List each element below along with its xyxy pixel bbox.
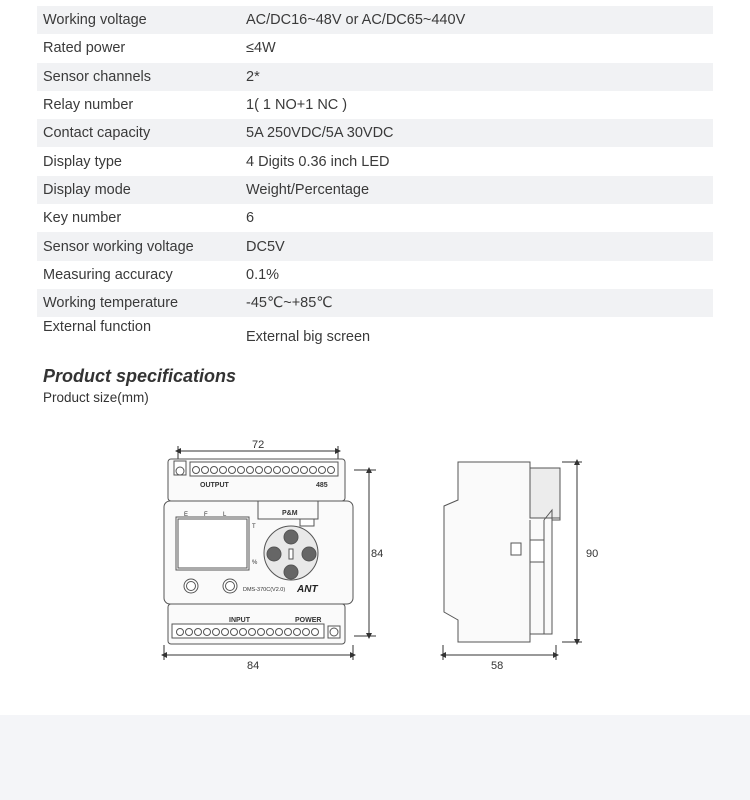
spec-label: Display mode xyxy=(43,181,131,198)
spec-value: 0.1% xyxy=(246,266,280,283)
front-view xyxy=(164,446,376,660)
spec-row-relay-number xyxy=(37,91,713,119)
spec-row-sensor-working-voltage xyxy=(37,232,713,260)
spec-label: Working temperature xyxy=(43,295,179,312)
spec-value: External big screen xyxy=(246,329,371,346)
spec-label: Key number xyxy=(43,210,122,227)
section-subtitle: Product size(mm) xyxy=(43,390,149,405)
section-title: Product specifications xyxy=(43,366,237,386)
spec-value: Weight/Percentage xyxy=(246,181,370,198)
spec-value: 6 xyxy=(246,210,255,227)
spec-label: Sensor channels xyxy=(43,68,152,85)
t-mark: T xyxy=(252,524,256,530)
spec-value: DC5V xyxy=(246,238,285,255)
spec-value: AC/DC16~48V or AC/DC65~440V xyxy=(246,12,466,29)
spec-row-sensor-channels xyxy=(37,63,713,91)
dim-height: 84 xyxy=(371,548,384,560)
dim-top-width: 72 xyxy=(252,439,265,451)
spec-label: Contact capacity xyxy=(43,125,151,142)
spec-label: Measuring accuracy xyxy=(43,266,173,283)
spec-label: Relay number xyxy=(43,97,134,114)
spec-value: 1( 1 NO+1 NC ) xyxy=(246,97,348,114)
spec-row-measuring-accuracy xyxy=(37,261,713,289)
spec-row-external-function xyxy=(37,317,713,345)
pct-mark: % xyxy=(252,560,258,566)
led-l-label: L xyxy=(223,512,227,518)
spec-row-key-number xyxy=(37,204,713,232)
dim-side-depth: 58 xyxy=(491,660,504,672)
input-label: INPUT xyxy=(229,617,250,624)
footer-band xyxy=(0,715,750,800)
spec-value: 4 Digits 0.36 inch LED xyxy=(246,153,390,170)
spec-label: External function xyxy=(43,319,152,336)
spec-row-rated-power xyxy=(37,34,713,62)
spec-row-working-voltage xyxy=(37,6,713,34)
spec-label: Sensor working voltage xyxy=(43,238,194,255)
led-e-label: E xyxy=(184,512,189,518)
spec-label: Display type xyxy=(43,153,122,170)
spec-value: -45℃~+85℃ xyxy=(246,295,333,312)
model-label: DMS-370C(V2.0) xyxy=(243,587,286,593)
spec-label: Working voltage xyxy=(43,12,147,29)
dim-side-height: 90 xyxy=(586,548,599,560)
dimension-diagram xyxy=(0,420,750,680)
spec-table xyxy=(37,6,713,346)
spec-row-display-mode xyxy=(37,176,713,204)
spec-value: 2* xyxy=(246,68,260,85)
rs485-label: 485 xyxy=(316,482,328,489)
spec-label: Rated power xyxy=(43,40,126,57)
spec-value: ≤4W xyxy=(246,40,276,57)
spec-row-display-type xyxy=(37,147,713,175)
brand-logo: ANT xyxy=(297,584,318,595)
spec-row-working-temperature xyxy=(37,289,713,317)
side-view xyxy=(443,462,582,660)
spec-row-contact-capacity xyxy=(37,119,713,147)
led-f-label: F xyxy=(204,512,208,518)
power-label: POWER xyxy=(295,617,322,624)
output-label: OUTPUT xyxy=(200,482,229,489)
pm-label: P&M xyxy=(282,510,298,517)
spec-value: 5A 250VDC/5A 30VDC xyxy=(246,125,394,142)
dim-bottom-width: 84 xyxy=(247,660,260,672)
